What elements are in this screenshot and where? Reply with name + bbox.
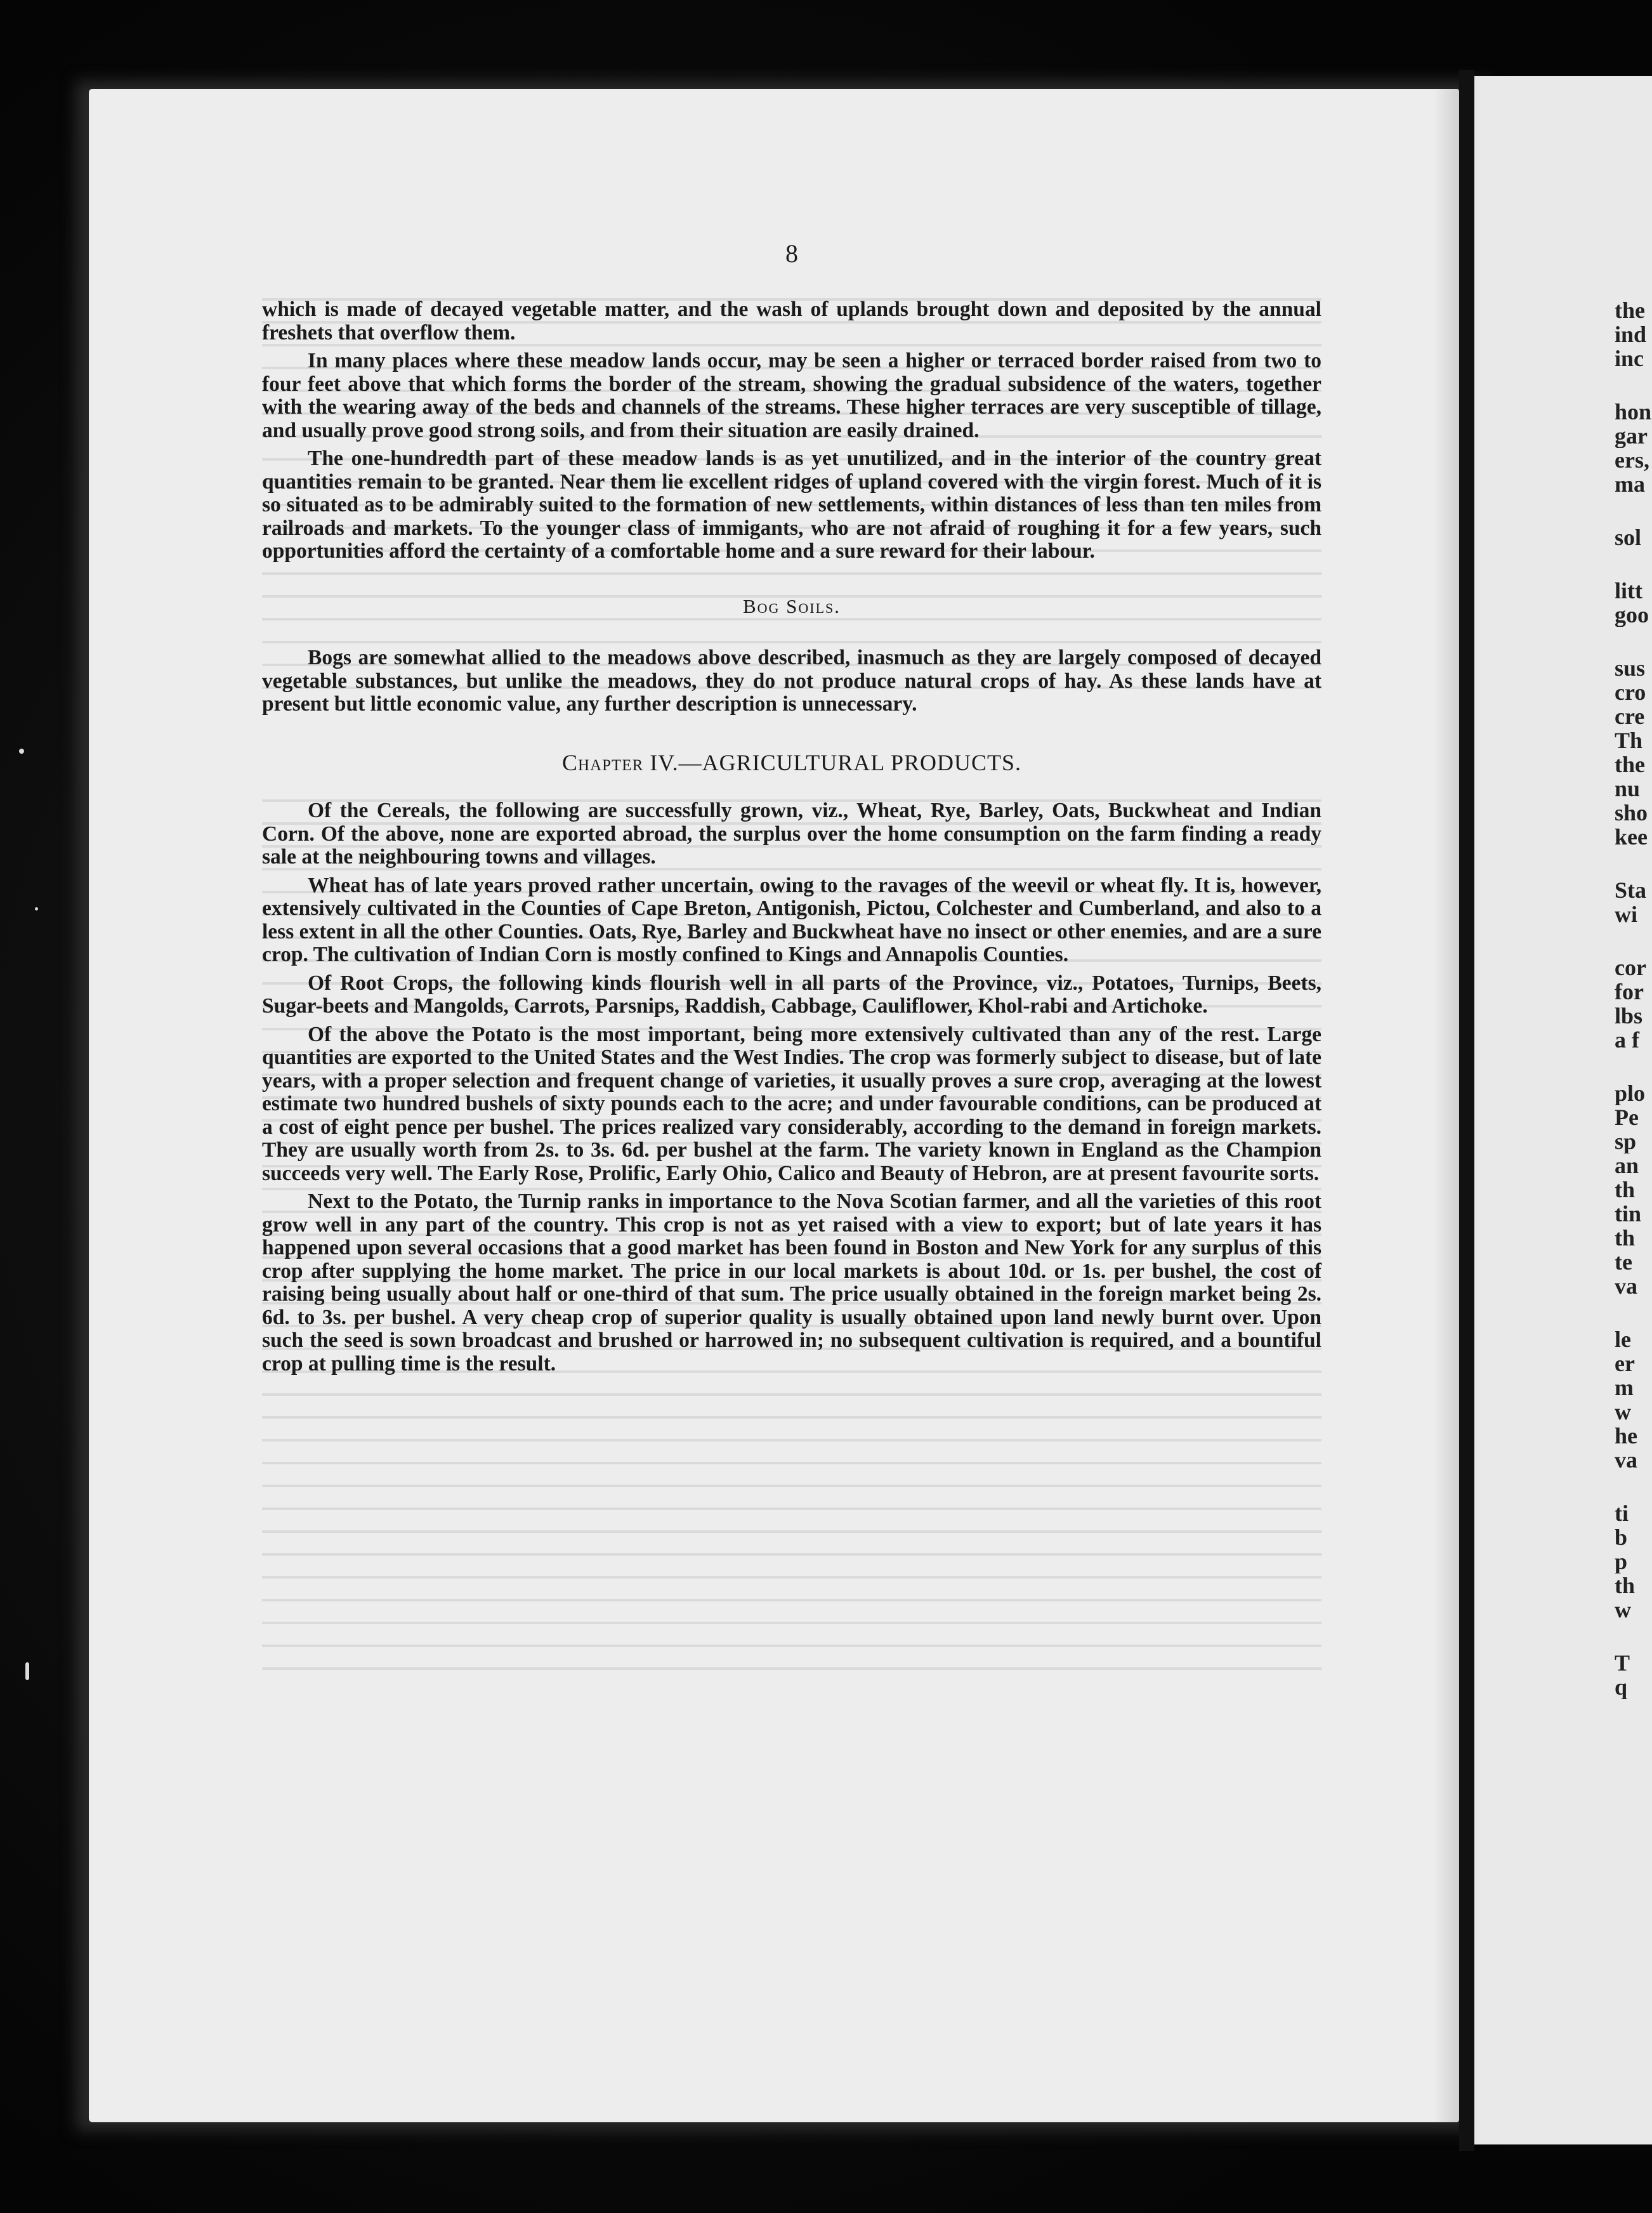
facing-page-fragment-group bbox=[1615, 1651, 1652, 1699]
facing-page-fragment: ind bbox=[1615, 322, 1647, 346]
facing-page-fragment: nu bbox=[1615, 777, 1641, 801]
facing-page-fragment: wi bbox=[1615, 902, 1637, 926]
facing-page-fragment: a f bbox=[1615, 1028, 1639, 1052]
facing-page-fragment: Sta bbox=[1615, 878, 1647, 902]
section-heading-bog-soils: Bog Soils. bbox=[742, 594, 841, 617]
paragraph: which is made of decayed vegetable matter, and the wash of uplands brought down and deposited by the annual freshets that overflow them. bbox=[262, 298, 1321, 345]
facing-page-fragment: cro bbox=[1615, 680, 1646, 704]
facing-page-fragment: cre bbox=[1615, 704, 1645, 728]
facing-page-fragment: Th bbox=[1615, 728, 1643, 752]
facing-page-fragment: an bbox=[1615, 1153, 1639, 1178]
facing-page-fragment: sp bbox=[1615, 1129, 1637, 1153]
paragraph: Wheat has of late years proved rather uncertain, owing to the ravages of the weevil or wheat fly. It is, however, extensively cultivated in the Counties of Cape Breton, Antigonish, Pictou, Colchester and Cumberland, and also to a less extent in all the other Counties. Oats, Rye, Barley and Buckwheat have no insect or other enemies, and are a sure crop. The cultivation of Indian Corn is mostly confined to Kings and Annapolis Counties. bbox=[262, 873, 1321, 966]
facing-page-fragment: w bbox=[1615, 1598, 1631, 1622]
facing-page-fragment: the bbox=[1615, 298, 1645, 322]
facing-page-fragment: ers, bbox=[1615, 448, 1649, 472]
facing-page-fragment-group bbox=[1615, 656, 1652, 849]
facing-page-fragment-group bbox=[1615, 1501, 1652, 1622]
facing-page-fragment: kee bbox=[1615, 825, 1648, 849]
facing-page-fragment: th bbox=[1615, 1178, 1636, 1202]
page-number: 8 bbox=[785, 239, 798, 268]
facing-page-fragment: p bbox=[1615, 1549, 1628, 1573]
facing-page-fragment: tin bbox=[1615, 1202, 1642, 1226]
facing-page-fragment-group bbox=[1615, 1081, 1652, 1298]
paragraph: Of the above the Potato is the most important, being more extensively cultivated than any of the rest. Large quantities are exported to the United States and the West Indies. The crop was formerly subject to disease, but of late years, with a proper selection and frequent change of varieties, it usually proves a sure crop, averaging at the lowest estimate two hundred bushels of sixty pounds each to the acre; and under favourable conditions, can be produced at a cost of eight pence per bushel. The prices realized vary considerably, according to the demand in foreign markets. They are usually worth from 2s. to 3s. 6d. per bushel at the farm. The variety known in England as the Champion succeeds very well. The Early Rose, Prolific, Early Ohio, Calico and Beauty of Hebron, are at present favourite sorts. bbox=[262, 1022, 1321, 1185]
facing-page-fragment: th bbox=[1615, 1226, 1636, 1250]
facing-page-fragment: ma bbox=[1615, 472, 1645, 496]
facing-page-fragment: m bbox=[1615, 1376, 1634, 1400]
facing-page-fragment: gar bbox=[1615, 424, 1648, 448]
scan-speck bbox=[19, 749, 24, 754]
facing-page-fragment: for bbox=[1615, 980, 1644, 1004]
scan-speck bbox=[35, 907, 38, 910]
facing-page-fragment: sho bbox=[1615, 801, 1648, 825]
facing-page-fragment: lbs bbox=[1615, 1004, 1643, 1028]
facing-page-fragment-group bbox=[1615, 525, 1652, 549]
facing-page-fragment-group bbox=[1615, 298, 1652, 371]
facing-page-fragment: he bbox=[1615, 1424, 1637, 1448]
paragraph: Next to the Potato, the Turnip ranks in importance to the Nova Scotian farmer, and all the varieties of this root grow well in any part of the country. This crop is not as yet raised with a view to export; but of late years it has happened upon several occasions that a good market has been found in Boston and New York for any surplus of this crop after supplying the home market. The price in our local markets is about 10d. or 1s. per bushel, the cost of raising being usually about half or one-third of that sum. The price usually obtained in the foreign market being 2s. 6d. to 3s. per bushel. A very cheap crop of superior quality is usually obtained upon land newly burnt over. Upon such the seed is sown broadcast and brushed or harrowed in; no subsequent cultivation is required, and a bountiful crop at pulling time is the result. bbox=[262, 1190, 1321, 1376]
facing-page-fragment: T bbox=[1615, 1651, 1630, 1675]
facing-page-fragment: va bbox=[1615, 1448, 1637, 1472]
facing-page-fragment: litt bbox=[1615, 579, 1642, 603]
facing-page-fragment-group bbox=[1615, 878, 1652, 926]
facing-page-fragment: q bbox=[1615, 1675, 1628, 1699]
paragraph: The one-hundredth part of these meadow lands is as yet unutilized, and in the interior of the country great quantities remain to be granted. Near them lie excellent ridges of upland covered with the virgin forest. Much of it is so situated as to be admirably suited to the formation of new settlements, within distances of less than ten miles from railroads and markets. To the younger class of immigants, who are not afraid of roughing it for a few years, such opportunities afford the certainty of a comfortable home and a sure reward for their labour. bbox=[262, 447, 1321, 563]
paragraph: Of the Cereals, the following are successfully grown, viz., Wheat, Rye, Barley, Oats, Buckwheat and Indian Corn. Of the above, none are exported abroad, the surplus over the home consumption on the farm finding a ready sale at the neighbouring towns and villages. bbox=[262, 799, 1321, 869]
facing-page-fragment: the bbox=[1615, 752, 1645, 777]
facing-page-text-fragments bbox=[1615, 298, 1652, 1728]
facing-page-fragment: sol bbox=[1615, 525, 1642, 549]
facing-page-fragment: Pe bbox=[1615, 1105, 1639, 1129]
paragraph: Bogs are somewhat allied to the meadows above described, inasmuch as they are largely composed of decayed vegetable substances, but unlike the meadows, they do not produce natural crops of hay. As these lands have at present but little economic value, any further description is unnecessary. bbox=[262, 646, 1321, 716]
facing-page-fragment: plo bbox=[1615, 1081, 1646, 1105]
facing-page-fragment: cor bbox=[1615, 955, 1646, 980]
facing-page-fragment-group bbox=[1615, 579, 1652, 627]
paragraph: Of Root Crops, the following kinds flourish well in all parts of the Province, viz., Potatoes, Turnips, Beets, Sugar-beets and Mangolds, Carrots, Parsnips, Raddish, Cabbage, Cauliflower, Khol-rabi and Artichoke. bbox=[262, 971, 1321, 1018]
facing-page-fragment: hon bbox=[1615, 400, 1652, 424]
facing-page-fragment-group bbox=[1615, 955, 1652, 1052]
facing-page-fragment-group bbox=[1615, 400, 1652, 496]
facing-page-fragment: th bbox=[1615, 1573, 1636, 1598]
paragraph: In many places where these meadow lands occur, may be seen a higher or terraced border raised from two to four feet above that which forms the border of the stream, showing the gradual subsidence of the waters, together with the wearing away of the beds and channels of the streams. These higher terraces are very susceptible of tillage, and usually prove good strong soils, and from their situation are easily drained. bbox=[262, 349, 1321, 442]
facing-page-fragment: le bbox=[1615, 1327, 1631, 1351]
facing-page-fragment: inc bbox=[1615, 346, 1644, 371]
facing-page-fragment: te bbox=[1615, 1250, 1632, 1274]
facing-page-fragment: ti bbox=[1615, 1501, 1629, 1525]
facing-page-fragment: b bbox=[1615, 1525, 1628, 1549]
facing-page-fragment: er bbox=[1615, 1351, 1635, 1376]
chapter-heading bbox=[262, 751, 1321, 775]
scan-speck bbox=[25, 1662, 29, 1680]
chapter-number: Chapter IV. bbox=[562, 749, 679, 775]
facing-page-fragment-group bbox=[1615, 1327, 1652, 1472]
facing-page-fragment: sus bbox=[1615, 656, 1646, 680]
book-gutter bbox=[1459, 70, 1474, 2151]
chapter-title: —AGRICULTURAL PRODUCTS. bbox=[678, 749, 1021, 775]
facing-page-fragment: goo bbox=[1615, 603, 1649, 627]
facing-page-fragment: va bbox=[1615, 1274, 1637, 1298]
facing-page-fragment: w bbox=[1615, 1400, 1631, 1424]
page-body bbox=[262, 241, 1321, 1381]
